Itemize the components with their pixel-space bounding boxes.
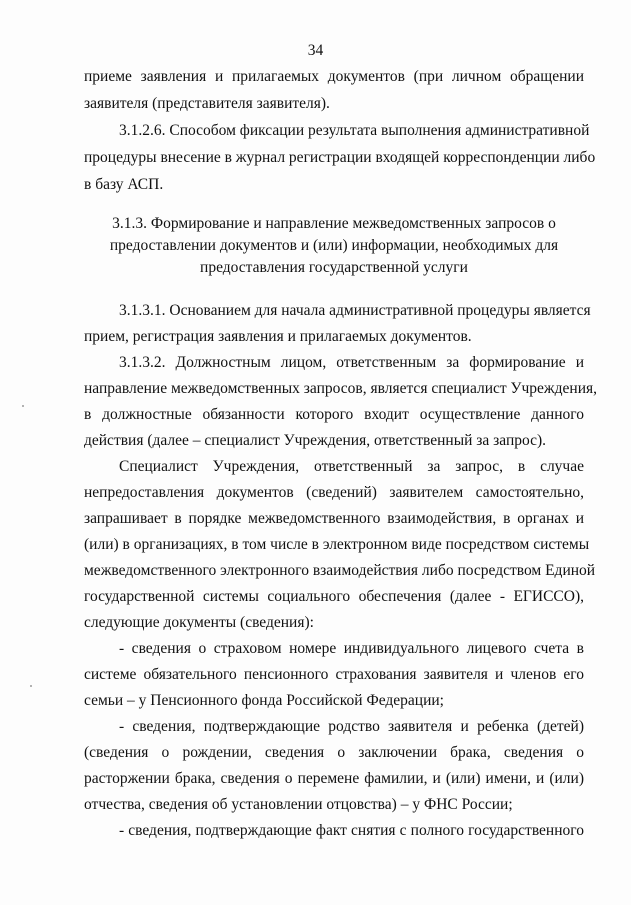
text-line: системе обязательного пенсионного страхования заявителя и членов его bbox=[84, 666, 584, 683]
text-line: 3.1.3.2. Должностным лицом, ответственным за формирование и bbox=[119, 354, 584, 371]
text-line: - сведения, подтверждающие родство заявителя и ребенка (детей) bbox=[119, 718, 584, 735]
text-line: следующие документы (сведения): bbox=[84, 614, 314, 631]
text-line: процедуры внесение в журнал регистрации входящей корреспонденции либо bbox=[84, 149, 596, 166]
text-line: Специалист Учреждения, ответственный за запрос, в случае bbox=[119, 458, 584, 475]
text-line: - сведения, подтверждающие факт снятия с полного государственного bbox=[119, 822, 584, 839]
text-line: (сведения о рождении, сведения о заключении брака, сведения о bbox=[84, 744, 584, 761]
text-line: 3.1.2.6. Способом фиксации результата выполнения административной bbox=[119, 122, 590, 139]
section-heading-line: 3.1.3. Формирование и направление межведомственных запросов о bbox=[112, 215, 556, 232]
section-heading-line: предоставления государственной услуги bbox=[200, 259, 468, 276]
text-line: запрашивает в порядке межведомственного взаимодействия, в органах и bbox=[84, 510, 584, 527]
text-line: заявителя (представителя заявителя). bbox=[84, 95, 330, 112]
section-heading-line: предоставлении документов и (или) информации, необходимых для bbox=[109, 237, 559, 254]
text-line: прием, регистрация заявления и прилагаемых документов. bbox=[84, 328, 472, 345]
text-line: расторжении брака, сведения о перемене фамилии, и (или) имени, и (или) bbox=[84, 770, 584, 787]
text-line: направление межведомственных запросов, является специалист Учреждения, bbox=[84, 380, 598, 397]
text-line: (или) в организациях, в том числе в электронном виде посредством системы bbox=[84, 536, 590, 553]
text-line: в должностные обязанности которого входит осуществление данного bbox=[84, 406, 584, 423]
text-line: в базу АСП. bbox=[84, 176, 164, 193]
scan-artifact bbox=[30, 685, 32, 687]
page-number: 34 bbox=[307, 42, 324, 59]
text-line: семьи – у Пенсионного фонда Российской Федерации; bbox=[84, 692, 444, 709]
text-line: приеме заявления и прилагаемых документов (при личном обращении bbox=[84, 68, 584, 85]
text-line: межведомственного электронного взаимодействия либо посредством Единой bbox=[84, 562, 596, 579]
text-line: - сведения о страховом номере индивидуального лицевого счета в bbox=[119, 640, 584, 657]
text-line: действия (далее – специалист Учреждения, ответственный за запрос). bbox=[84, 432, 547, 449]
text-line: непредоставления документов (сведений) заявителем самостоятельно, bbox=[84, 484, 584, 501]
text-line: отчества, сведения об установлении отцовства) – у ФНС России; bbox=[84, 796, 513, 813]
text-line: 3.1.3.1. Основанием для начала административной процедуры является bbox=[119, 302, 591, 319]
text-line: государственной системы социального обеспечения (далее - ЕГИССО), bbox=[84, 588, 584, 605]
scan-artifact bbox=[22, 405, 24, 407]
